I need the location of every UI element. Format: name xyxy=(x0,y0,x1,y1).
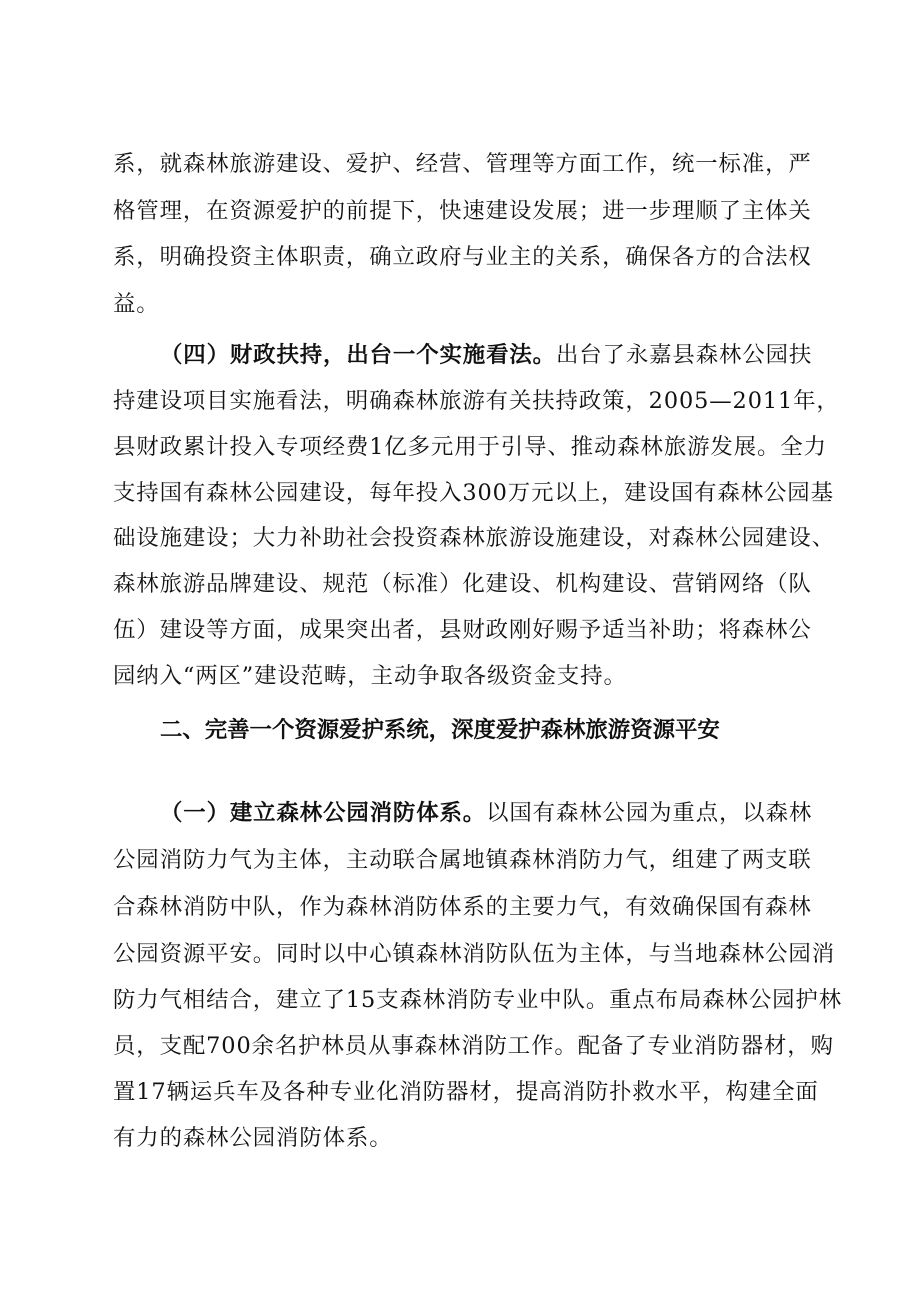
paragraph-2-line-8: 园纳入“两区”建设范畴，主动争取各级资金支持。 xyxy=(113,663,627,689)
paragraph-1-line-1: 系，就森林旅游建设、爱护、经营、管理等方面工作，统一标准，严 xyxy=(113,151,812,177)
paragraph-3-line-5: 防力气相结合，建立了15支森林消防专业中队。重点布局森林公园护林 xyxy=(113,987,843,1013)
paragraph-1-line-2: 格管理，在资源爱护的前提下，快速建设发展；进一步理顺了主体关 xyxy=(113,198,812,224)
paragraph-3-line-8: 有力的森林公园消防体系。 xyxy=(113,1125,393,1151)
section-heading: 二、完善一个资源爱护系统，深度爱护森林旅游资源平安 xyxy=(160,717,720,743)
paragraph-2-line-2: 持建设项目实施看法，明确森林旅游有关扶持政策，2005—2011年， xyxy=(113,388,840,414)
paragraph-2-lead-heading: （四）财政扶持，出台一个实施看法。 xyxy=(160,342,556,368)
paragraph-3-line-3: 合森林消防中队，作为森林消防体系的主要力气，有效确保国有森林 xyxy=(113,894,812,920)
paragraph-3-first-line-text: 以国有森林公园为重点，以森林 xyxy=(486,800,813,826)
paragraph-3-line-2: 公园消防力气为主体，主动联合属地镇森林消防力气，组建了两支联 xyxy=(113,847,812,873)
paragraph-1-line-3: 系，明确投资主体职责，确立政府与业主的关系，确保各方的合法权 xyxy=(113,244,812,270)
paragraph-3-lead-heading: （一）建立森林公园消防体系。 xyxy=(160,800,487,826)
paragraph-3-line-6: 员，支配700余名护林员从事森林消防工作。配备了专业消防器材，购 xyxy=(113,1033,834,1059)
paragraph-3-line-7: 置17辆运兵车及各种专业化消防器材，提高消防扑救水平，构建全面 xyxy=(113,1079,819,1105)
paragraph-3-line-1 xyxy=(160,799,812,827)
paragraph-2-first-line-text: 出台了永嘉县森林公园扶 xyxy=(555,342,813,368)
paragraph-2-line-7: 伍）建设等方面，成果突出者，县财政刚好赐予适当补助；将森林公 xyxy=(113,617,812,643)
paragraph-1-line-4: 益。 xyxy=(113,291,160,317)
paragraph-2-line-5: 础设施建设；大力补助社会投资森林旅游设施建设，对森林公园建设、 xyxy=(113,525,836,551)
paragraph-2-line-3: 县财政累计投入专项经费1亿多元用于引导、推动森林旅游发展。全力 xyxy=(113,434,827,460)
paragraph-2-line-6: 森林旅游品牌建设、规范（标准）化建设、机构建设、营销网络（队 xyxy=(113,571,812,597)
paragraph-2-line-4: 支持国有森林公园建设，每年投入300万元以上，建设国有森林公园基 xyxy=(113,480,834,506)
paragraph-3-line-4: 公园资源平安。同时以中心镇森林消防队伍为主体，与当地森林公园消 xyxy=(113,941,836,967)
paragraph-2-line-1 xyxy=(160,341,812,369)
